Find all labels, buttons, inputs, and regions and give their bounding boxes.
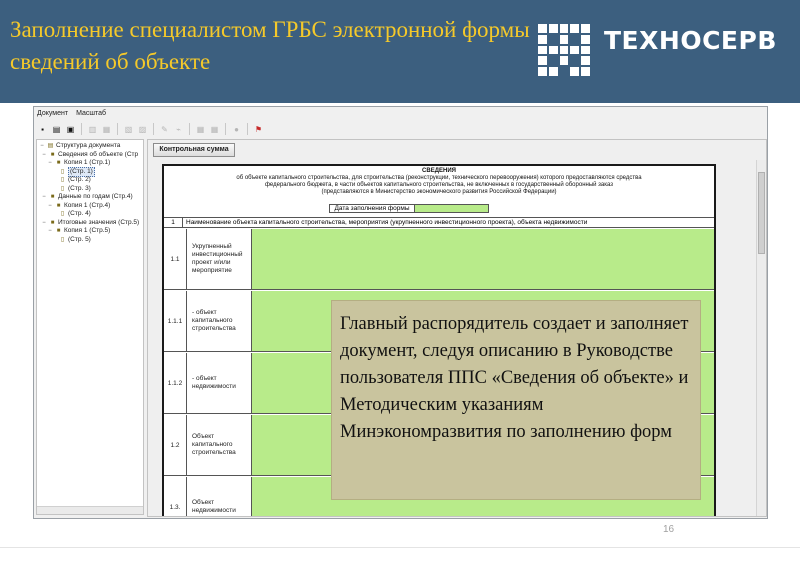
toolbar-separator bbox=[153, 123, 154, 135]
table-row bbox=[164, 229, 714, 290]
tree-node[interactable] bbox=[37, 193, 143, 202]
tree-node-label: (Стр. 3) bbox=[68, 184, 91, 192]
header-banner bbox=[0, 0, 800, 103]
collapse-icon[interactable]: − bbox=[48, 202, 52, 209]
link-icon[interactable]: ⌁ bbox=[176, 124, 181, 134]
paste-icon[interactable]: ▧ bbox=[124, 124, 133, 134]
callout-note: Главный распорядитель создает и заполняет документ, следуя описанию в Руководстве пользователя ППС «Сведения об объекте» и Методическим указаниям Минэкономразвития по заполнению форм bbox=[331, 300, 701, 500]
page-icon: ▯ bbox=[60, 236, 65, 243]
info-icon[interactable]: ● bbox=[234, 124, 239, 134]
form-subtitle-line: федерального бюджета, в части объектов капитального строительства, не включенных в государственный оборонный заказ bbox=[264, 182, 614, 188]
object-name-header-row bbox=[164, 217, 714, 228]
tree-node[interactable] bbox=[37, 227, 143, 236]
toolbar-separator bbox=[225, 123, 226, 135]
tree-node-label: (Стр. 4) bbox=[68, 210, 91, 217]
folder-icon: ■ bbox=[56, 160, 61, 166]
cut-icon[interactable]: ▨ bbox=[138, 124, 147, 134]
toolbar bbox=[34, 121, 767, 137]
save-icon[interactable]: ▪ bbox=[41, 124, 44, 134]
row-number: 1.1.1 bbox=[164, 291, 187, 351]
toolbar-separator bbox=[81, 123, 82, 135]
tree-node-label: Данные по годам (Стр.4) bbox=[58, 193, 133, 200]
tree-node[interactable] bbox=[37, 236, 143, 245]
page-icon: ▯ bbox=[60, 177, 65, 183]
tree-node-label: (Стр. 2) bbox=[68, 176, 91, 183]
collapse-icon[interactable]: − bbox=[42, 151, 46, 158]
collapse-icon[interactable]: − bbox=[42, 194, 46, 200]
tree-node[interactable] bbox=[37, 219, 143, 228]
slide-page-number: 16 bbox=[663, 524, 675, 535]
table-icon[interactable]: ▦ bbox=[196, 124, 205, 134]
folder-icon: ■ bbox=[50, 194, 55, 200]
tree-node-label: Копия 1 (Стр.4) bbox=[64, 201, 111, 209]
toolbar-separator bbox=[189, 123, 190, 135]
logo-text: ТЕХНОСЕРВ bbox=[604, 26, 777, 55]
edit-icon[interactable]: ✎ bbox=[161, 124, 168, 134]
open-icon[interactable]: ▥ bbox=[88, 124, 97, 134]
menu-document[interactable]: Документ bbox=[37, 110, 69, 117]
tree-node[interactable] bbox=[37, 151, 143, 160]
collapse-icon[interactable]: − bbox=[40, 143, 44, 149]
row-label: Укрупненный инвестиционный проект и/или мероприятие bbox=[187, 229, 252, 289]
form-subtitle-line: (представляются в Министерство экономического развития Российской Федерации) bbox=[321, 189, 557, 195]
row-number: 1.3. bbox=[164, 477, 187, 517]
page-icon: ▯ bbox=[60, 168, 65, 175]
row-number: 1.1 bbox=[164, 229, 187, 289]
scrollbar-thumb[interactable] bbox=[758, 172, 765, 254]
fill-date-input[interactable] bbox=[415, 204, 489, 213]
form-heading bbox=[164, 166, 714, 196]
collapse-icon[interactable]: − bbox=[48, 160, 52, 166]
page-icon: ▯ bbox=[60, 211, 65, 217]
row-label: - объект недвижимости bbox=[187, 353, 252, 413]
toolbar-separator bbox=[117, 123, 118, 135]
checksum-button[interactable]: Контрольная сумма bbox=[153, 143, 235, 157]
page-icon: ▯ bbox=[60, 185, 65, 192]
tree-node-label: Структура документа bbox=[56, 142, 121, 149]
tree-node-label: (Стр. 1) bbox=[68, 167, 95, 178]
footer-divider bbox=[0, 547, 800, 548]
collapse-icon[interactable]: − bbox=[42, 219, 46, 226]
menu-zoom[interactable]: Масштаб bbox=[76, 110, 107, 117]
tekhnoserv-logo-icon bbox=[538, 24, 590, 76]
tree-node-label: Копия 1 (Стр.5) bbox=[64, 227, 111, 234]
tree-node[interactable] bbox=[37, 202, 143, 211]
document-structure-tree bbox=[36, 139, 144, 515]
copy-icon[interactable]: ▦ bbox=[102, 124, 111, 134]
input-field[interactable] bbox=[252, 229, 714, 289]
tree-horizontal-scrollbar[interactable] bbox=[37, 506, 143, 514]
tree-node-label: (Стр. 5) bbox=[68, 235, 91, 243]
row-number: 1 bbox=[164, 218, 183, 227]
document-structure-icon: ▤ bbox=[47, 143, 54, 149]
print-icon[interactable]: ▤ bbox=[52, 124, 61, 134]
tree-node-label: Итоговые значения (Стр.5) bbox=[58, 218, 140, 226]
folder-icon: ■ bbox=[56, 202, 61, 209]
row-number: 1.2 bbox=[164, 415, 187, 475]
form-title: СВЕДЕНИЯ bbox=[422, 168, 456, 174]
menubar bbox=[34, 107, 767, 121]
preview-icon[interactable]: ▣ bbox=[66, 124, 75, 134]
tree-node[interactable] bbox=[37, 210, 143, 219]
tree-node-selected[interactable] bbox=[37, 168, 143, 177]
tree-node[interactable] bbox=[37, 185, 143, 194]
table-icon[interactable]: ▦ bbox=[210, 124, 219, 134]
row-label: Объект недвижимости bbox=[187, 477, 252, 517]
row-label: Объект капитального строительства bbox=[187, 415, 252, 475]
row-number: 1.1.2 bbox=[164, 353, 187, 413]
toolbar-separator bbox=[247, 123, 248, 135]
collapse-icon[interactable]: − bbox=[48, 228, 52, 234]
folder-icon: ■ bbox=[50, 219, 55, 226]
form-subtitle-line: об объекте капитального строительства, для строительства (реконструкции, технического перевооружения) которого предоставляются средства bbox=[236, 175, 642, 181]
row-label: - объект капитального строительства bbox=[187, 291, 252, 351]
flag-icon[interactable]: ⚑ bbox=[254, 124, 263, 134]
slide-title: Заполнение специалистом ГРБС электронной формы сведений об объекте bbox=[10, 17, 530, 74]
tree-node-label: Копия 1 (Стр.1) bbox=[64, 159, 111, 166]
fill-date-row bbox=[329, 204, 489, 213]
tree-node[interactable] bbox=[37, 176, 143, 185]
row-text: Наименование объекта капитального строительства, мероприятия (укрупненного инвестиционного проекта), объекта недвижимости bbox=[186, 219, 588, 226]
folder-icon: ■ bbox=[50, 151, 55, 158]
vertical-scrollbar[interactable] bbox=[756, 160, 766, 516]
fill-date-label: Дата заполнения формы bbox=[329, 204, 415, 213]
tree-node-label: Сведения об объекте (Стр bbox=[58, 150, 139, 158]
folder-icon: ■ bbox=[56, 228, 61, 234]
tree-node[interactable] bbox=[37, 142, 143, 151]
